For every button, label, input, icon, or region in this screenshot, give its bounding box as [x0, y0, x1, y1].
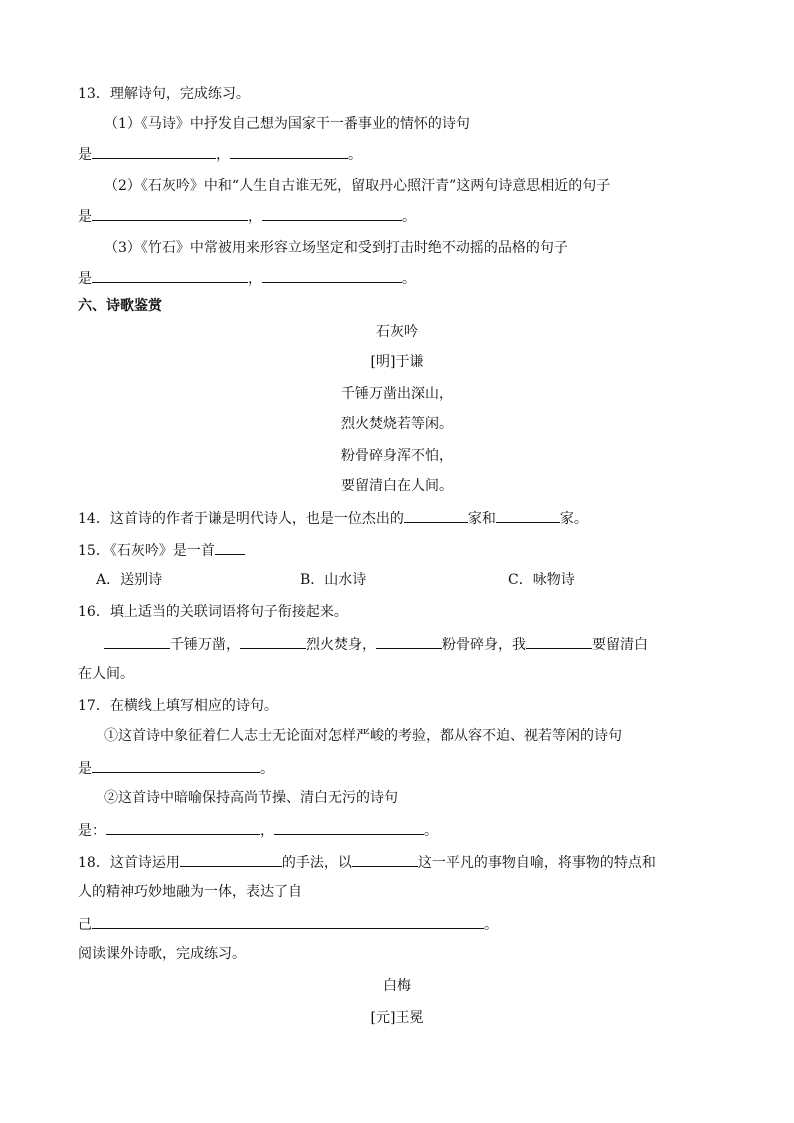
answer-blank[interactable] — [92, 144, 216, 159]
answer-blank[interactable] — [496, 508, 560, 523]
q15-option-b[interactable]: B．山水诗 — [300, 572, 367, 588]
poem-line: 粉骨碎身浑不怕， — [341, 448, 453, 464]
answer-blank[interactable] — [92, 914, 484, 929]
q17-part2-answer-line: 是： ， 。 — [78, 820, 438, 841]
poem-author: [明]于谦 — [370, 354, 424, 370]
answer-blank[interactable] — [230, 144, 348, 159]
poem-author: [元]王冕 — [370, 1010, 424, 1026]
answer-blank[interactable] — [376, 634, 442, 649]
answer-blank[interactable] — [215, 540, 245, 555]
q15-option-a[interactable]: A．送别诗 — [96, 572, 163, 588]
q13-part3-answer-line: 是 ， 。 — [78, 268, 416, 289]
q16-sentence-cont: 在人间。 — [78, 666, 134, 682]
answer-blank[interactable] — [92, 206, 248, 221]
q14: 14．这首诗的作者于谦是明代诗人，也是一位杰出的 家和 家。 — [78, 508, 588, 529]
answer-blank[interactable] — [262, 268, 402, 283]
poem-line: 要留清白在人间。 — [341, 478, 453, 494]
answer-blank[interactable] — [106, 820, 260, 835]
answer-blank[interactable] — [180, 852, 282, 867]
q17-part2-prompt: ②这首诗中暗喻保持高尚节操、清白无污的诗句 — [104, 790, 398, 806]
answer-blank[interactable] — [352, 852, 418, 867]
poem-line: 烈火焚烧若等闲。 — [341, 416, 453, 432]
q13-title: 13．理解诗句，完成练习。 — [78, 86, 250, 102]
q18: 18．这首诗运用 的手法，以 这一平凡的事物自喻，将事物的特点和 — [78, 852, 656, 873]
poem-title: 石灰吟 — [376, 324, 418, 340]
answer-blank[interactable] — [240, 634, 306, 649]
q13-part3-prompt: （3）《竹石》中常被用来形容立场坚定和受到打击时绝不动摇的品格的句子 — [104, 240, 568, 256]
q13-part2-prompt: （2）《石灰吟》中和“人生自古谁无死，留取丹心照汗青”这两句诗意思相近的句子 — [104, 178, 611, 194]
poem-title: 白梅 — [383, 978, 411, 994]
q18-line2: 人的精神巧妙地融为一体，表达了自 — [78, 884, 302, 900]
answer-blank[interactable] — [526, 634, 592, 649]
answer-blank[interactable] — [104, 634, 170, 649]
q13-part1-answer-line: 是 ， 。 — [78, 144, 362, 165]
q17-title: 17．在横线上填写相应的诗句。 — [78, 698, 278, 714]
q15: 15．《石灰吟》是一首 — [78, 540, 245, 561]
poem-line: 千锤万凿出深山， — [341, 386, 453, 402]
answer-blank[interactable] — [92, 268, 248, 283]
q17-part1-prompt: ①这首诗中象征着仁人志士无论面对怎样严峻的考验，都从容不迫、视若等闲的诗句 — [104, 728, 622, 744]
q17-part1-answer-line: 是 。 — [78, 758, 274, 779]
section-heading: 六、诗歌鉴赏 — [78, 298, 162, 314]
answer-blank[interactable] — [274, 820, 424, 835]
answer-blank[interactable] — [92, 758, 260, 773]
q16-title: 16．填上适当的关联词语将句子衔接起来。 — [78, 604, 348, 620]
q13-part2-answer-line: 是 ， 。 — [78, 206, 416, 227]
answer-blank[interactable] — [404, 508, 468, 523]
answer-blank[interactable] — [262, 206, 402, 221]
q15-option-c[interactable]: C．咏物诗 — [508, 572, 575, 588]
q18-line3: 己 。 — [78, 914, 498, 935]
reading-instruction: 阅读课外诗歌，完成练习。 — [78, 946, 246, 962]
q13-part1-prompt: （1）《马诗》中抒发自己想为国家干一番事业的情怀的诗句 — [104, 116, 470, 132]
q16-sentence: 千锤万凿， 烈火焚身， 粉骨碎身，我 要留清白 — [104, 634, 648, 655]
